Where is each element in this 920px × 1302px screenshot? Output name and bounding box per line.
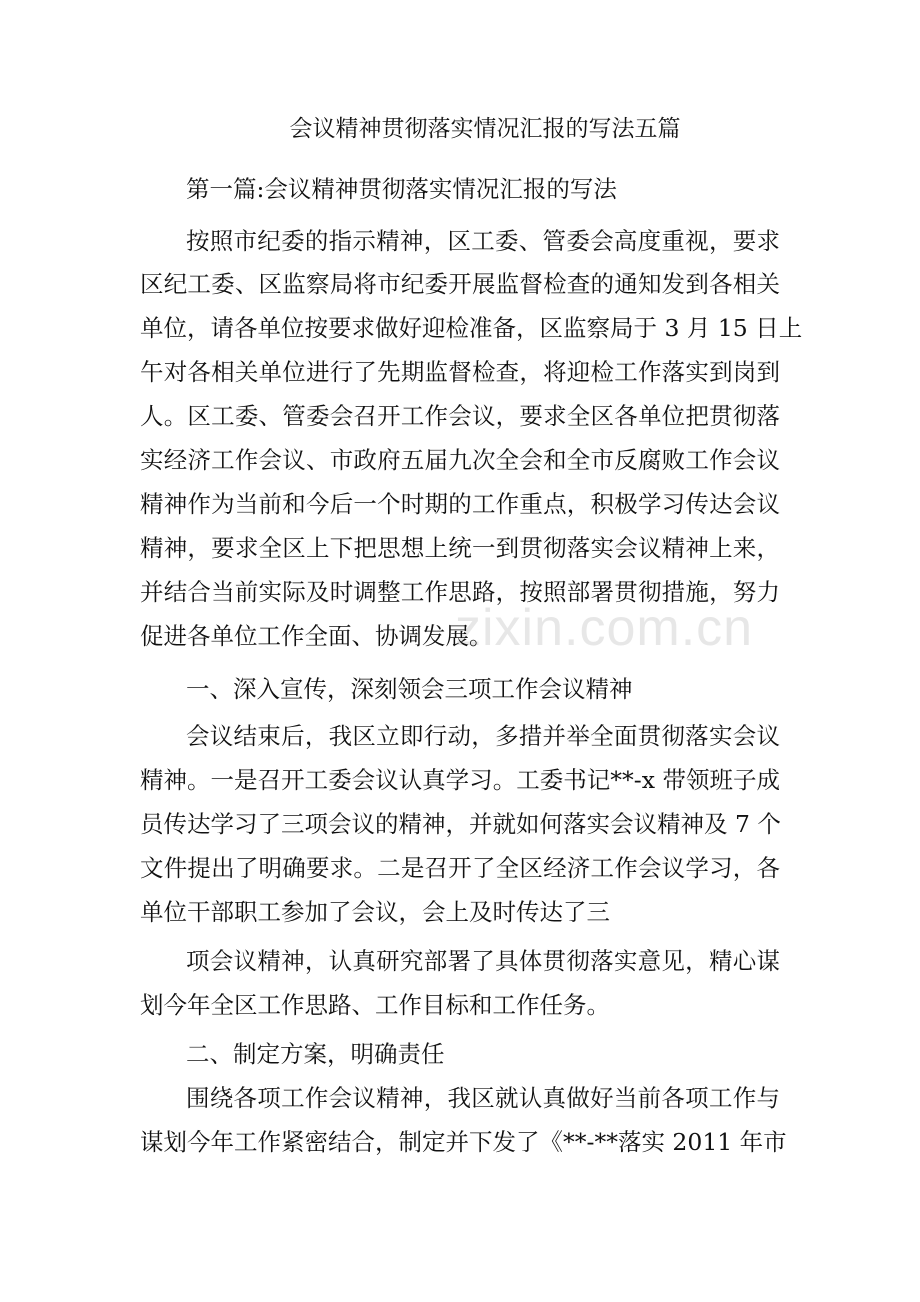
paragraph-line: 精神作为当前和今后一个时期的工作重点，积极学习传达会议: [140, 490, 780, 518]
paragraph-line: 单位干部职工参加了会议，会上及时传达了三: [140, 898, 610, 926]
paragraph-line: 午对各相关单位进行了先期监督检查，将迎检工作落实到岗到: [140, 358, 780, 386]
paragraph-line: 文件提出了明确要求。二是召开了全区经济工作会议学习，各: [140, 854, 780, 882]
watermark: zixin.com.cn: [455, 599, 754, 657]
paragraph-line: 按照市纪委的指示精神，区工委、管委会高度重视，要求: [186, 227, 780, 255]
paragraph-line: 促进各单位工作全面、协调发展。: [140, 622, 493, 650]
paragraph-line: 精神。一是召开工委会议认真学习。工委书记**-x 带领班子成: [140, 766, 780, 794]
section-heading: 一、深入宣传，深刻领会三项工作会议精神: [186, 675, 633, 703]
section-heading: 二、制定方案，明确责任: [186, 1040, 445, 1068]
paragraph-line: 划今年全区工作思路、工作目标和工作任务。: [140, 991, 610, 1019]
paragraph-line: 员传达学习了三项会议的精神，并就如何落实会议精神及 7 个: [140, 810, 781, 838]
document-title: 会议精神贯彻落实情况汇报的写法五篇: [289, 116, 681, 142]
paragraph-line: 围绕各项工作会议精神，我区就认真做好当前各项工作与: [186, 1084, 780, 1112]
paragraph-line: 谋划今年工作紧密结合，制定并下发了《**-**落实 2011 年市: [140, 1128, 787, 1156]
paragraph-line: 会议结束后，我区立即行动，多措并举全面贯彻落实会议: [186, 722, 780, 750]
paragraph-line: 并结合当前实际及时调整工作思路，按照部署贯彻措施，努力: [140, 578, 780, 606]
section-heading: 第一篇:会议精神贯彻落实情况汇报的写法: [186, 175, 617, 203]
paragraph-line: 项会议精神，认真研究部署了具体贯彻落实意见，精心谋: [186, 947, 780, 975]
paragraph-line: 实经济工作会议、市政府五届九次全会和全市反腐败工作会议: [140, 446, 780, 474]
paragraph-line: 人。区工委、管委会召开工作会议，要求全区各单位把贯彻落: [140, 402, 780, 430]
paragraph-line: 区纪工委、区监察局将市纪委开展监督检查的通知发到各相关: [140, 270, 780, 298]
paragraph-line: 精神，要求全区上下把思想上统一到贯彻落实会议精神上来，: [140, 534, 780, 562]
paragraph-line: 单位，请各单位按要求做好迎检准备，区监察局于 3 月 15 日上: [140, 314, 803, 342]
